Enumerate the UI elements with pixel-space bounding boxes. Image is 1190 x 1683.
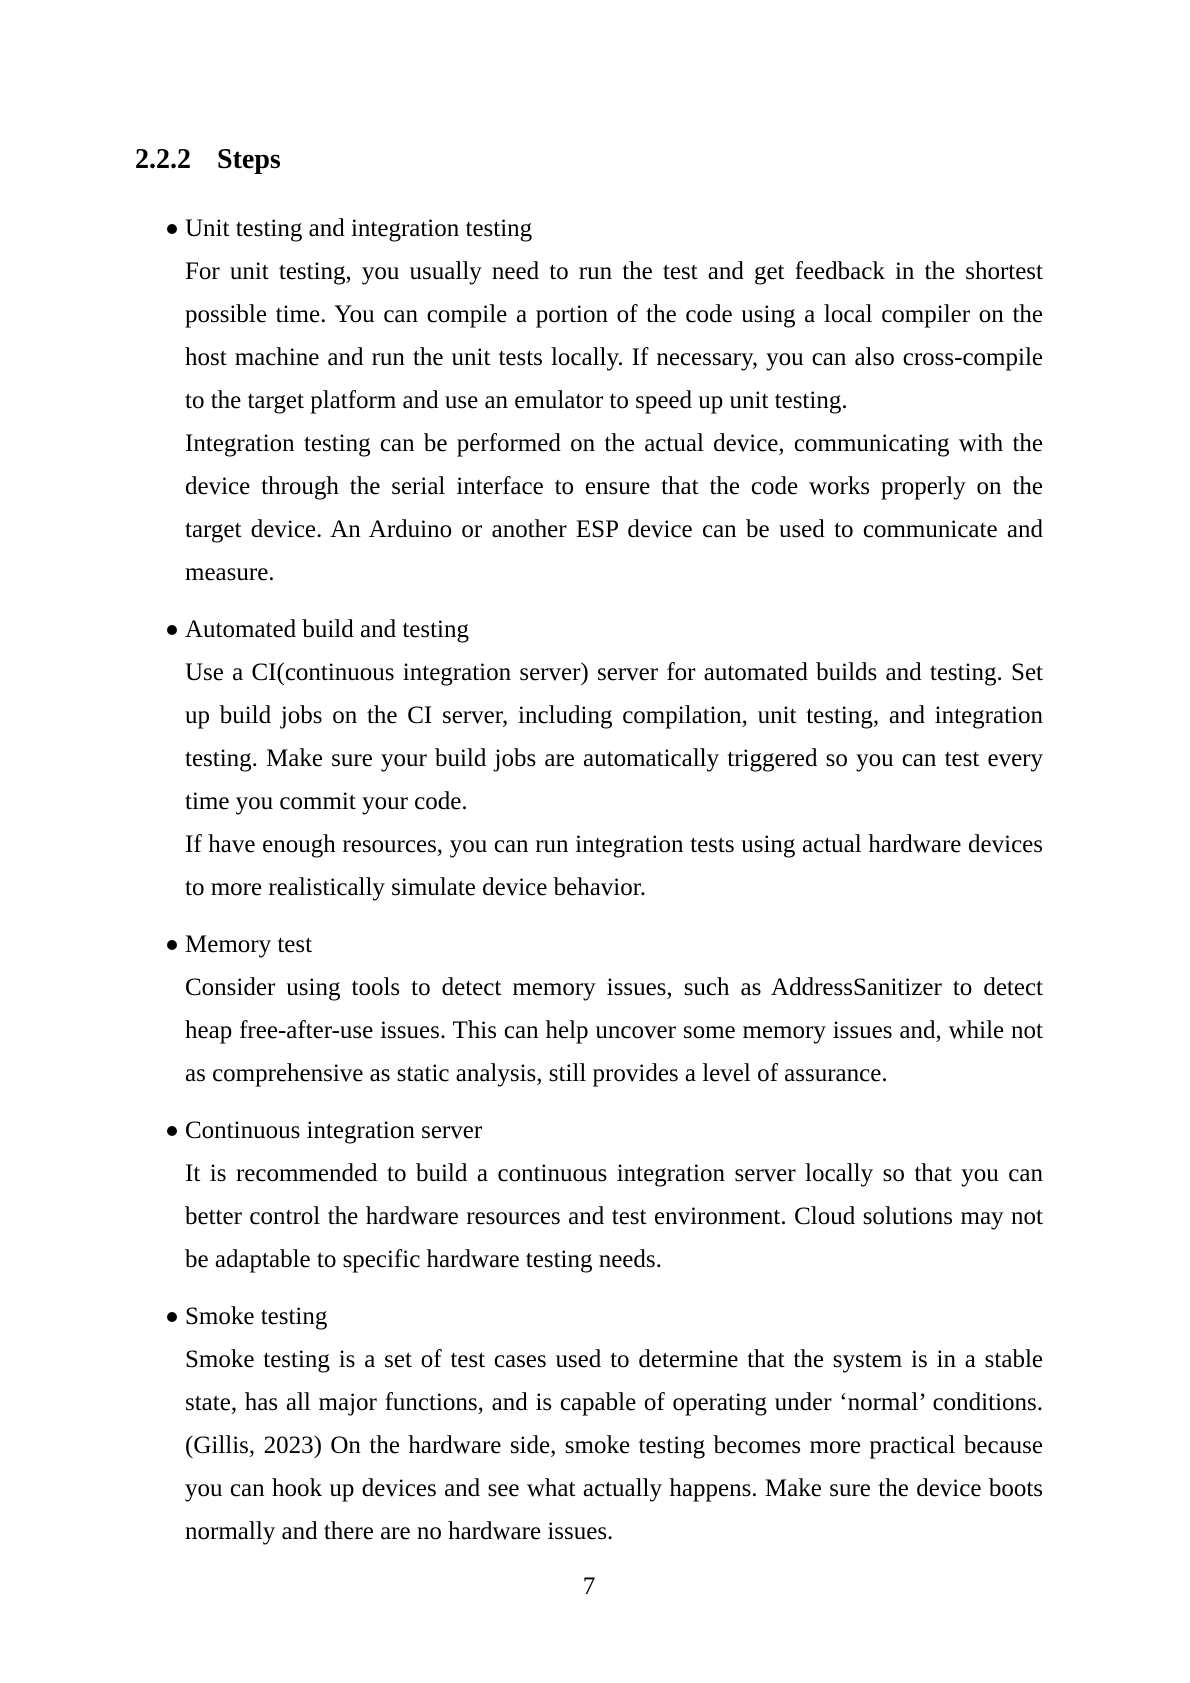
list-item-automated-build — [135, 608, 1043, 909]
list-item-title: Memory test — [185, 931, 313, 958]
list-item-smoke-testing — [135, 1295, 1043, 1553]
steps-list — [135, 207, 1043, 1553]
page-content — [135, 143, 1043, 1553]
section-number: 2.2.2 — [135, 144, 191, 175]
list-item-title: Automated build and testing — [185, 616, 469, 643]
section-title: Steps — [217, 144, 281, 175]
list-item-paragraph: For unit testing, you usually need to run the test and get feedback in the shortest possible time. You can compile a portion of the code using a local compiler on the host machine and run the unit tests locally. If necessary, you can also cross-compile to the target platform and use an emulator to speed up unit testing. — [185, 258, 1043, 414]
bullet-icon — [167, 625, 177, 635]
list-item-title: Unit testing and integration testing — [185, 215, 533, 242]
list-item-paragraph: It is recommended to build a continuous integration server locally so that you can better control the hardware resources and test environment. Cloud solutions may not be adaptable to specific hardware testing needs. — [185, 1160, 1043, 1273]
list-item-memory-test — [135, 923, 1043, 1095]
list-item-unit-testing — [135, 207, 1043, 594]
bullet-icon — [167, 940, 177, 950]
bullet-icon — [167, 224, 177, 234]
bullet-icon — [167, 1126, 177, 1136]
list-item-paragraph: Use a CI(continuous integration server) server for automated builds and testing. Set up build jobs on the CI server, including compilation, unit testing, and integration testing. Make sure your build jobs are automatically triggered so you can test every time you commit your code. — [185, 659, 1043, 815]
list-item-ci-server — [135, 1109, 1043, 1281]
bullet-icon — [167, 1312, 177, 1322]
section-heading — [135, 143, 1043, 177]
list-item-paragraph: Integration testing can be performed on the actual device, communicating with the device through the serial interface to ensure that the code works properly on the target device. An Arduino or another ESP device can be used to communicate and measure. — [185, 430, 1043, 586]
list-item-title: Smoke testing — [185, 1303, 328, 1330]
list-item-paragraph: Smoke testing is a set of test cases used to determine that the system is in a stable state, has all major functions, and is capable of operating under ‘normal’ conditions.(Gillis, 2023) On the hardware side, smoke testing becomes more practical because you can hook up devices and see what actually happens. Make sure the device boots normally and there are no hardware issues. — [185, 1346, 1043, 1545]
list-item-title: Continuous integration server — [185, 1117, 483, 1144]
list-item-paragraph: Consider using tools to detect memory issues, such as AddressSanitizer to detect heap free-after-use issues. This can help uncover some memory issues and, while not as comprehensive as static analysis, still provides a level of assurance. — [185, 974, 1043, 1087]
list-item-paragraph: If have enough resources, you can run integration tests using actual hardware devices to more realistically simulate device behavior. — [185, 831, 1043, 901]
page-number: 7 — [582, 1573, 596, 1600]
